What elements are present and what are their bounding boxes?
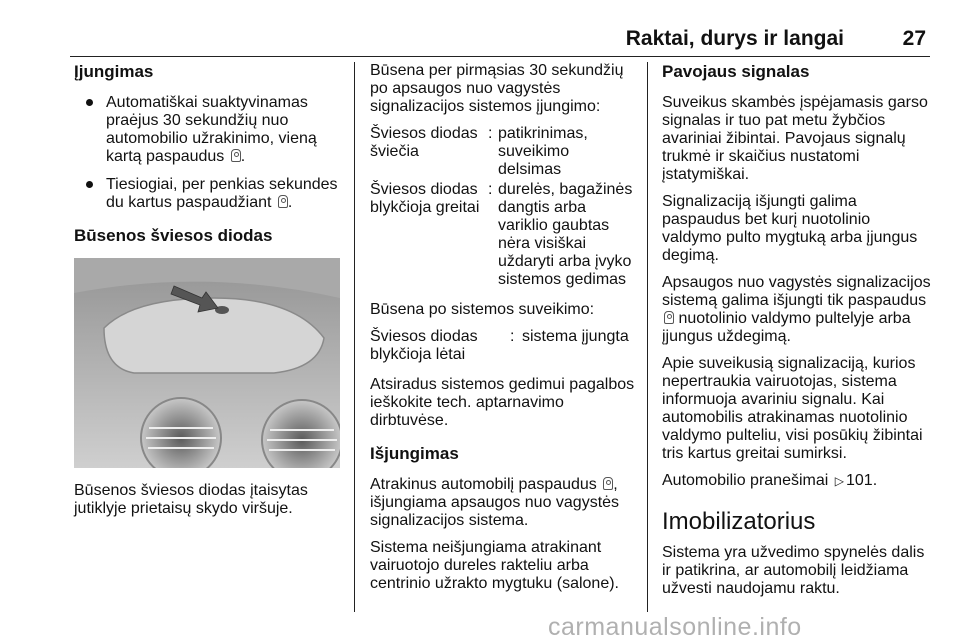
immobilizer-text: Sistema yra užvedimo spynelės dalis ir patikrina, ar automobilį leidžiama užvesti naudojamu raktu. (662, 544, 925, 597)
bullet-icon (86, 99, 93, 106)
status-intro-after: Būsena po sistemos suveikimo: (370, 301, 595, 318)
bullet-text: Automatiškai suaktyvinamas praėjus 30 sekundžių nuo automobilio užrakinimo, vieną kartą paspaudus (106, 94, 317, 165)
column-divider (647, 62, 648, 612)
heading-activation: Įjungimas (74, 62, 154, 81)
list-item: Automatiškai suaktyvinamas praėjus 30 sekundžių nuo automobilio užrakinimo, vieną kartą paspaudus . (74, 94, 344, 166)
status-intro-first30: Būsena per pirmąsias 30 sekundžių po apsaugos nuo vagystės signalizacijos sistemos įjungimo: (370, 62, 624, 115)
lock-key-icon (231, 149, 241, 162)
heading-deactivation: Išjungimas (370, 444, 459, 463)
table-row: Šviesos diodas blykčioja lėtai : sistema įjungta (370, 328, 636, 364)
page-reference-link[interactable]: 101. (846, 472, 878, 489)
fault-text: Atsiradus sistemos gedimui pagalbos ieškokite tech. aptarnavimo dirbtuvėse. (370, 376, 635, 429)
heading-alarm: Pavojaus signalas (662, 62, 810, 81)
alarm-text-1: Suveikus skambės įspėjamasis garso signalas ir tuo pat metu žybčios avariniai žibintai. Pavojaus signalų trukmė ir skaičius nustatomi įstatymiškai. (662, 94, 928, 183)
section-title: Raktai, durys ir langai (625, 27, 844, 50)
column-right (662, 62, 932, 607)
bullet-icon (86, 181, 93, 188)
unlock-key-icon (603, 477, 613, 490)
led-status-table (370, 125, 636, 289)
deactivation-text-2: Sistema neišjungiama atrakinant vairuotojo dureles rakteliu arba centrinio užrakto mygtuku (salone). (370, 539, 619, 592)
watermark: carmanualsonline.info (548, 613, 802, 641)
led-state: Šviesos diodas blykčioja lėtai (370, 328, 478, 363)
unlock-key-icon (664, 311, 674, 324)
deactivation-text-1: Atrakinus automobilį paspaudus , išjungiama apsaugos nuo vagystės signalizacijos sistema. (370, 476, 620, 529)
alarm-text-3: Apsaugos nuo vagystės signalizacijos sistemą galima išjungti tik paspaudus nuotolinio valdymo pultelyje arba įjungus uždegimą. (662, 274, 931, 345)
table-row: Šviesos diodas blykčioja greitai : durelės, bagažinės dangtis arba variklio gaubtas nėra visiškai uždaryti arba įvyko sistemos gedimas (370, 181, 636, 289)
led-meaning: durelės, bagažinės dangtis arba variklio gaubtas nėra visiškai uždaryti arba įvyko sistemos gedimas (498, 181, 633, 288)
photo-caption: Būsenos šviesos diodas įtaisytas jutiklyje prietaisų skydo viršuje. (74, 482, 308, 517)
page-reference-icon: ▷ (834, 474, 844, 488)
column-middle (370, 62, 636, 602)
led-state: Šviesos diodas šviečia (370, 125, 478, 160)
bullet-text: Tiesiogiai, per penkias sekundes du kartus paspaudžiant (106, 176, 338, 211)
column-divider (354, 62, 355, 612)
column-left (74, 62, 344, 527)
led-meaning: patikrinimas, suveikimo delsimas (498, 125, 588, 178)
alarm-text-4: Apie suveikusią signalizaciją, kurios nepertraukia vairuotojas, sistema informuoja avariniu signalu. Kai automobilis atrakinamas nuotolinio valdymo pulteliu, visi posūkių žibintai tris kartus greitai sumirksi. (662, 355, 923, 462)
dashboard-sensor-photo (74, 258, 340, 468)
alarm-text-2: Signalizaciją išjungti galima paspaudus bet kurį nuotolinio valdymo pulto mygtuką arba įjungus degimą. (662, 193, 918, 264)
activation-list (74, 94, 344, 212)
led-state: Šviesos diodas blykčioja greitai (370, 181, 480, 216)
lock-key-icon (278, 195, 288, 208)
page-number: 27 (902, 27, 926, 50)
table-row: Šviesos diodas šviečia : patikrinimas, suveikimo delsimas (370, 125, 636, 179)
heading-immobilizer: Imobilizatorius (662, 508, 816, 535)
led-meaning: sistema įjungta (522, 328, 629, 345)
heading-status-led: Būsenos šviesos diodas (74, 226, 273, 245)
alarm-text-5: Automobilio pranešimai ▷ 101. (662, 472, 878, 489)
page-header (70, 26, 930, 57)
led-status-table-after (370, 328, 636, 364)
list-item: Tiesiogiai, per penkias sekundes du kartus paspaudžiant . (74, 176, 344, 212)
